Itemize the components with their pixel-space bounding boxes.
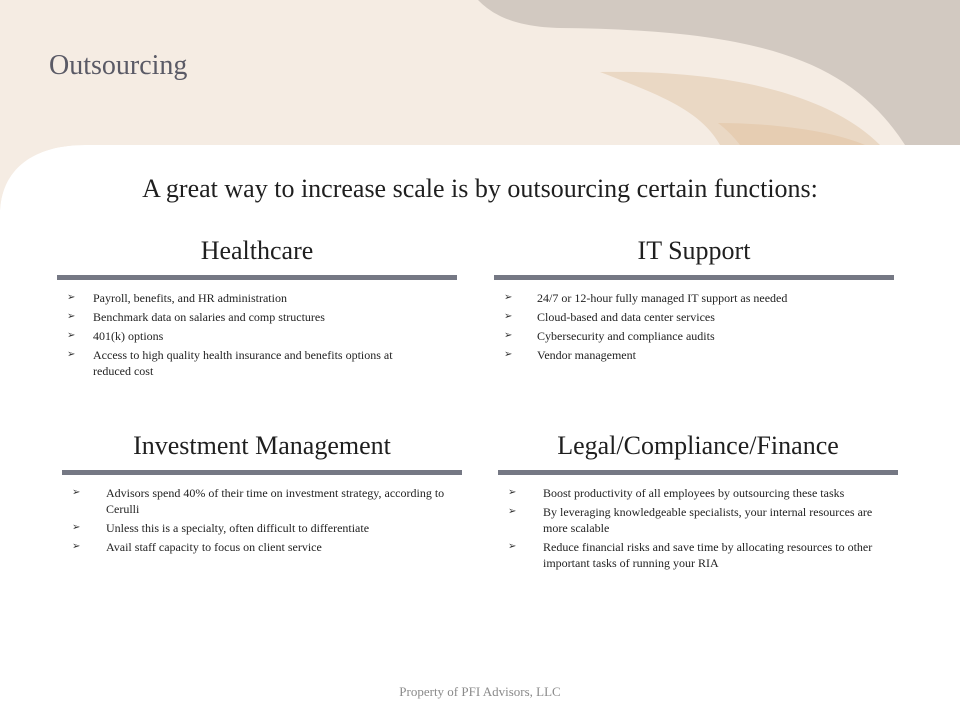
arrowhead-icon: ➢ xyxy=(508,487,517,498)
arrowhead-icon: ➢ xyxy=(72,541,81,552)
arrowhead-icon: ➢ xyxy=(504,292,513,303)
bullet-list xyxy=(494,290,894,363)
list-item: ➢ Reduce financial risks and save time by allocating resources to other important tasks of running your RIA xyxy=(508,540,873,570)
section-heading: Investment Management xyxy=(133,431,391,460)
bullet-list xyxy=(57,290,457,379)
list-item: ➢ Unless this is a specialty, often difficult to differentiate xyxy=(72,521,370,535)
arrowhead-icon: ➢ xyxy=(508,541,517,552)
section-investment-management xyxy=(62,429,462,558)
arrowhead-icon: ➢ xyxy=(504,330,513,341)
arrowhead-icon: ➢ xyxy=(67,292,76,303)
bullet-list xyxy=(62,485,462,555)
section-healthcare xyxy=(57,234,457,382)
list-item: ➢ Boost productivity of all employees by outsourcing these tasks xyxy=(508,486,845,500)
section-divider xyxy=(494,275,894,280)
section-heading: Legal/Compliance/Finance xyxy=(557,431,839,460)
arrowhead-icon: ➢ xyxy=(72,522,81,533)
section-it-support xyxy=(494,234,894,366)
list-item: ➢ By leveraging knowledgeable specialists, your internal resources are more scalable xyxy=(508,505,873,535)
arrowhead-icon: ➢ xyxy=(67,311,76,322)
arrowhead-icon: ➢ xyxy=(508,506,517,517)
arrowhead-icon: ➢ xyxy=(72,487,81,498)
arrowhead-icon: ➢ xyxy=(504,311,513,322)
slide-subtitle: A great way to increase scale is by outsourcing certain functions: xyxy=(142,174,818,203)
arrowhead-icon: ➢ xyxy=(504,349,513,360)
section-divider xyxy=(62,470,462,475)
list-item: ➢ Benchmark data on salaries and comp structures xyxy=(67,310,325,324)
list-item: ➢ 401(k) options xyxy=(67,329,164,343)
list-item: ➢ Avail staff capacity to focus on client service xyxy=(72,540,322,554)
list-item: ➢ Access to high quality health insurance and benefits options at reduced cost xyxy=(67,348,393,378)
section-heading: Healthcare xyxy=(200,236,314,265)
list-item: ➢ Payroll, benefits, and HR administration xyxy=(67,291,287,305)
list-item: ➢ Cloud-based and data center services xyxy=(504,310,715,324)
section-divider xyxy=(57,275,457,280)
list-item: ➢ Cybersecurity and compliance audits xyxy=(504,329,715,343)
list-item: ➢ 24/7 or 12-hour fully managed IT support as needed xyxy=(504,291,788,305)
slide-title: Outsourcing xyxy=(49,50,188,81)
section-divider xyxy=(498,470,898,475)
footer-text: Property of PFI Advisors, LLC xyxy=(399,684,561,699)
bullet-list xyxy=(498,485,898,571)
arrowhead-icon: ➢ xyxy=(67,349,76,360)
section-legal-compliance-finance xyxy=(498,429,898,574)
list-item: ➢ Advisors spend 40% of their time on investment strategy, according to Cerulli xyxy=(72,486,445,516)
arrowhead-icon: ➢ xyxy=(67,330,76,341)
section-heading: IT Support xyxy=(637,236,751,265)
list-item: ➢ Vendor management xyxy=(504,348,636,362)
